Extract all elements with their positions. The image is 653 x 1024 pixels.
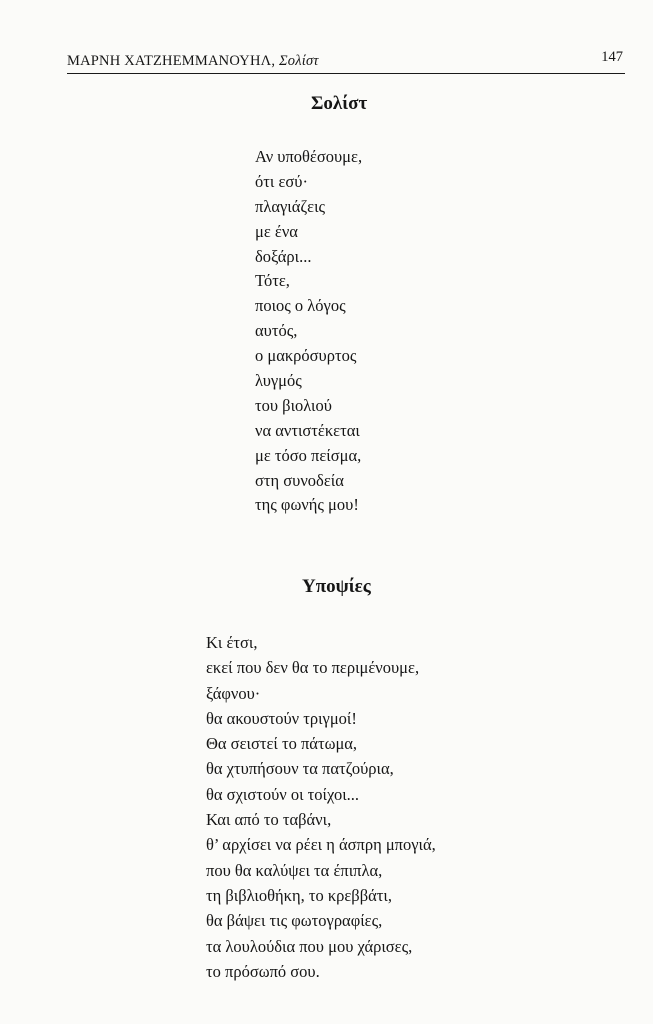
poem-line: στη συνοδεία [255,470,344,490]
poem-line: Τότε, [255,271,290,291]
poem-line: ο μακρόσυρτος [255,346,357,366]
poem-line: πλαγιάζεις [255,196,326,216]
poem-line: αυτός, [255,321,298,341]
header-rule [67,73,625,74]
poem-line: δοξάρι... [255,246,312,266]
poem-line: Αν υποθέσουμε, [255,147,363,166]
poem-line: ξάφνου· [206,683,261,703]
poem-line: το πρόσωπό σου. [206,961,320,981]
running-header [67,50,625,72]
header-work-title: Σολίστ [278,53,319,69]
poem-line: με τόσο πείσμα, [255,445,362,465]
poem-line: που θα καλύψει τα έπιπλα, [206,860,383,880]
page-number: 147 [601,49,623,65]
poem-line: θα ακουστούν τριγμοί! [206,708,357,728]
header-author-and-work [67,50,319,72]
header-author: ΜΑΡΝΗ ΧΑΤΖΗΕΜΜΑΝΟΥΗΛ, [67,53,276,69]
poem-line: του βιολιού [255,395,332,415]
poem-title-ypopsies: Υποψίες [302,576,371,597]
poem-line: θα χτυπήσουν τα πατζούρια, [206,759,394,779]
poem-line: ότι εσύ· [255,171,308,191]
poem-line: Και από το ταβάνι, [206,810,332,830]
poem-line: της φωνής μου! [255,495,359,515]
poem-line: με ένα [255,221,298,241]
poem-line: Κι έτσι, [206,633,258,652]
poem-body-ypopsies [206,630,436,984]
poem-line: θα σχιστούν οι τοίχοι... [206,784,360,804]
poem-title-solist: Σολίστ [311,93,368,114]
poem-line: εκεί που δεν θα το περιμένουμε, [206,658,420,678]
poem-line: ποιος ο λόγος [255,296,346,316]
poem-line: Θα σειστεί το πάτωμα, [206,734,358,754]
poem-line: να αντιστέκεται [255,420,360,440]
poem-line: θα βάψει τις φωτογραφίες, [206,911,383,931]
poem-line: τα λουλούδια που μου χάρισες, [206,936,413,956]
poem-line: θ’ αρχίσει να ρέει η άσπρη μπογιά, [206,835,436,855]
poem-line: τη βιβλιοθήκη, το κρεββάτι, [206,885,392,905]
poem-line: λυγμός [255,371,302,391]
poem-body-solist [255,145,362,518]
